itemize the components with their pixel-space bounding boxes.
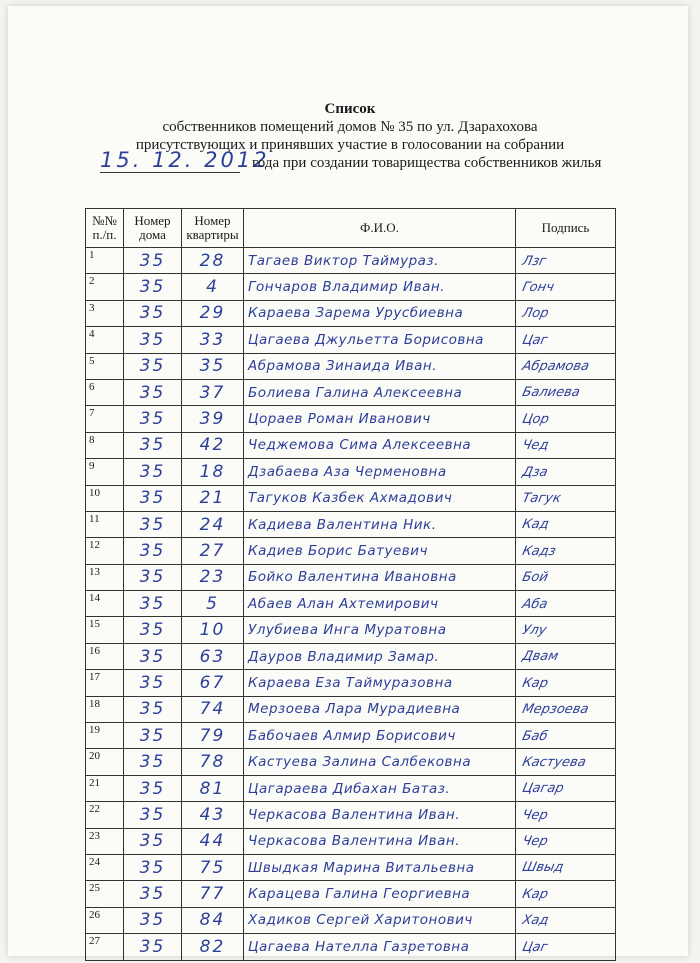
header-line-3: года при создании товарищества собственников жилья: [252, 155, 602, 171]
apartment-number: 84: [182, 907, 244, 933]
document-header: [0, 100, 700, 154]
row-number: 21: [86, 775, 124, 801]
owner-name: Тагуков Казбек Ахмадович: [244, 485, 516, 511]
table-row: [86, 300, 616, 326]
apartment-number: 27: [182, 538, 244, 564]
house-number: 35: [124, 828, 182, 854]
signature: Гонч: [513, 274, 619, 300]
owner-name: Кадиев Борис Батуевич: [244, 538, 516, 564]
table-row: [86, 854, 616, 880]
signature: Мерзоева: [513, 696, 619, 722]
house-number: 35: [124, 907, 182, 933]
owner-name: Мерзоева Лара Мурадиевна: [244, 696, 516, 722]
signature: Аба: [513, 591, 619, 617]
row-number: 27: [86, 934, 124, 960]
table-row: [86, 881, 616, 907]
apartment-number: 63: [182, 643, 244, 669]
apartment-number: 79: [182, 723, 244, 749]
table-header-row: [86, 209, 616, 248]
row-number: 2: [86, 274, 124, 300]
house-number: 35: [124, 485, 182, 511]
table-row: [86, 591, 616, 617]
row-number: 15: [86, 617, 124, 643]
owner-name: Улубиева Инга Муратовна: [244, 617, 516, 643]
row-number: 12: [86, 538, 124, 564]
row-number: 11: [86, 511, 124, 537]
table-row: [86, 723, 616, 749]
row-number: 6: [86, 379, 124, 405]
row-number: 17: [86, 670, 124, 696]
signature: Двам: [513, 643, 619, 669]
owner-name: Чеджемова Сима Алексеевна: [244, 432, 516, 458]
house-number: 35: [124, 327, 182, 353]
row-number: 3: [86, 300, 124, 326]
row-number: 4: [86, 327, 124, 353]
signature: Цагар: [513, 775, 619, 801]
date-underline: [100, 172, 240, 173]
table-row: [86, 511, 616, 537]
table-row: [86, 538, 616, 564]
header-line-2: присутствующих и принявших участие в голосовании на собрании: [135, 137, 565, 153]
table-row: [86, 828, 616, 854]
house-number: 35: [124, 459, 182, 485]
row-number: 7: [86, 406, 124, 432]
table-row: [86, 749, 616, 775]
owner-name: Бабочаев Алмир Борисович: [244, 723, 516, 749]
house-number: 35: [124, 934, 182, 960]
signature: Абрамова: [513, 353, 619, 379]
house-number: 35: [124, 353, 182, 379]
table-row: [86, 459, 616, 485]
table-row: [86, 802, 616, 828]
apartment-number: 78: [182, 749, 244, 775]
signature: Чер: [513, 802, 619, 828]
house-number: 35: [124, 406, 182, 432]
row-number: 25: [86, 881, 124, 907]
signature: Цор: [513, 406, 619, 432]
house-number: 35: [124, 511, 182, 537]
apartment-number: 18: [182, 459, 244, 485]
row-number: 22: [86, 802, 124, 828]
row-number: 20: [86, 749, 124, 775]
house-number: 35: [124, 696, 182, 722]
owner-name: Кастуева Залина Салбековна: [244, 749, 516, 775]
row-number: 26: [86, 907, 124, 933]
apartment-number: 67: [182, 670, 244, 696]
owner-name: Черкасова Валентина Иван.: [244, 828, 516, 854]
row-number: 18: [86, 696, 124, 722]
owner-name: Кадиева Валентина Ник.: [244, 511, 516, 537]
header-num: №№ п./п.: [86, 209, 124, 248]
row-number: 9: [86, 459, 124, 485]
table-row: [86, 643, 616, 669]
apartment-number: 43: [182, 802, 244, 828]
table-row: [86, 406, 616, 432]
owner-name: Абрамова Зинаида Иван.: [244, 353, 516, 379]
house-number: 35: [124, 564, 182, 590]
row-number: 24: [86, 854, 124, 880]
signature: Чед: [513, 432, 619, 458]
signature: Улу: [513, 617, 619, 643]
apartment-number: 37: [182, 379, 244, 405]
apartment-number: 44: [182, 828, 244, 854]
signature: Швыд: [513, 854, 619, 880]
house-number: 35: [124, 854, 182, 880]
apartment-number: 77: [182, 881, 244, 907]
header-fio: Ф.И.О.: [244, 209, 516, 248]
owner-name: Цагаева Нателла Газретовна: [244, 934, 516, 960]
signature: Кадз: [513, 538, 619, 564]
signature: Балиева: [513, 379, 619, 405]
owners-table: [85, 208, 616, 961]
apartment-number: 39: [182, 406, 244, 432]
signature: Баб: [513, 723, 619, 749]
owner-name: Цагараева Дибахан Батаз.: [244, 775, 516, 801]
house-number: 35: [124, 723, 182, 749]
date-line: [100, 148, 660, 178]
apartment-number: 74: [182, 696, 244, 722]
header-line-1: собственников помещений домов № 35 по ул. Дзарахохова: [162, 119, 538, 135]
table-row: [86, 353, 616, 379]
signature: Кар: [513, 670, 619, 696]
owner-name: Караева Зарема Урусбиевна: [244, 300, 516, 326]
row-number: 19: [86, 723, 124, 749]
owner-name: Черкасова Валентина Иван.: [244, 802, 516, 828]
apartment-number: 33: [182, 327, 244, 353]
house-number: 35: [124, 775, 182, 801]
owner-name: Швыдкая Марина Витальевна: [244, 854, 516, 880]
table-row: [86, 432, 616, 458]
apartment-number: 10: [182, 617, 244, 643]
table-row: [86, 696, 616, 722]
signature: Лзг: [513, 248, 619, 274]
owner-name: Цагаева Джульетта Борисовна: [244, 327, 516, 353]
row-number: 8: [86, 432, 124, 458]
row-number: 5: [86, 353, 124, 379]
owner-name: Хадиков Сергей Харитонович: [244, 907, 516, 933]
table-body: [86, 248, 616, 961]
signature: Кастуева: [513, 749, 619, 775]
signature: Лор: [513, 300, 619, 326]
owner-name: Абаев Алан Ахтемирович: [244, 591, 516, 617]
house-number: 35: [124, 248, 182, 274]
apartment-number: 35: [182, 353, 244, 379]
row-number: 1: [86, 248, 124, 274]
table-row: [86, 564, 616, 590]
house-number: 35: [124, 432, 182, 458]
header-house: Номер дома: [124, 209, 182, 248]
table-row: [86, 934, 616, 960]
apartment-number: 4: [182, 274, 244, 300]
row-number: 16: [86, 643, 124, 669]
apartment-number: 24: [182, 511, 244, 537]
signature: Кар: [513, 881, 619, 907]
header-apartment: Номер квартиры: [182, 209, 244, 248]
house-number: 35: [124, 749, 182, 775]
row-number: 10: [86, 485, 124, 511]
owner-name: Караева Еза Таймуразовна: [244, 670, 516, 696]
house-number: 35: [124, 881, 182, 907]
house-number: 35: [124, 643, 182, 669]
apartment-number: 75: [182, 854, 244, 880]
signature: Дза: [513, 459, 619, 485]
table-row: [86, 670, 616, 696]
table-row: [86, 485, 616, 511]
apartment-number: 29: [182, 300, 244, 326]
owner-name: Дауров Владимир Замар.: [244, 643, 516, 669]
apartment-number: 42: [182, 432, 244, 458]
row-number: 14: [86, 591, 124, 617]
table-row: [86, 379, 616, 405]
owner-name: Дзабаева Аза Черменовна: [244, 459, 516, 485]
owner-name: Тагаев Виктор Таймураз.: [244, 248, 516, 274]
table-row: [86, 617, 616, 643]
header-signature: Подпись: [516, 209, 616, 248]
signature: Цаг: [513, 327, 619, 353]
signature: Тагук: [513, 485, 619, 511]
table-row: [86, 327, 616, 353]
apartment-number: 21: [182, 485, 244, 511]
table-row: [86, 775, 616, 801]
house-number: 35: [124, 274, 182, 300]
apartment-number: 28: [182, 248, 244, 274]
house-number: 35: [124, 617, 182, 643]
house-number: 35: [124, 379, 182, 405]
house-number: 35: [124, 670, 182, 696]
signature: Чер: [513, 828, 619, 854]
owner-name: Бойко Валентина Ивановна: [244, 564, 516, 590]
signature: Кад: [513, 511, 619, 537]
table-row: [86, 907, 616, 933]
house-number: 35: [124, 300, 182, 326]
owner-name: Карацева Галина Георгиевна: [244, 881, 516, 907]
row-number: 23: [86, 828, 124, 854]
house-number: 35: [124, 538, 182, 564]
owner-name: Гончаров Владимир Иван.: [244, 274, 516, 300]
house-number: 35: [124, 591, 182, 617]
document-title: Список: [324, 101, 376, 117]
signature: Хад: [513, 907, 619, 933]
signature: Цаг: [513, 934, 619, 960]
apartment-number: 82: [182, 934, 244, 960]
apartment-number: 23: [182, 564, 244, 590]
house-number: 35: [124, 802, 182, 828]
signature: Бой: [513, 564, 619, 590]
apartment-number: 81: [182, 775, 244, 801]
owner-name: Цораев Роман Иванович: [244, 406, 516, 432]
row-number: 13: [86, 564, 124, 590]
apartment-number: 5: [182, 591, 244, 617]
table-row: [86, 248, 616, 274]
handwritten-date: 15. 12. 2012: [100, 148, 270, 172]
table-row: [86, 274, 616, 300]
owner-name: Болиева Галина Алексеевна: [244, 379, 516, 405]
